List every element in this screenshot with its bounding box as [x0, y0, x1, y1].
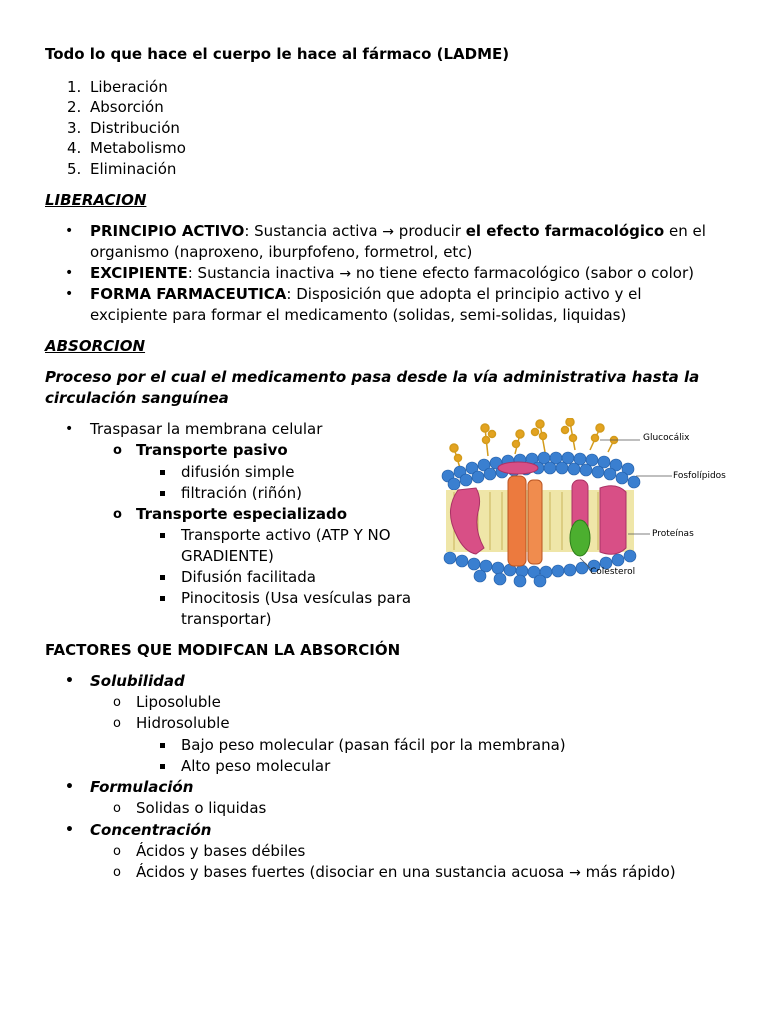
liberacion-item-excipiente: [90, 263, 694, 285]
bullet-square: [160, 491, 165, 496]
arrow-icon: →: [382, 224, 395, 240]
text: : Sustancia activa: [244, 222, 383, 240]
bullet-square: [160, 743, 165, 748]
label-fosfolipidos: Fosfolípidos: [673, 471, 726, 481]
label-glucocalix: Glucocálix: [643, 433, 690, 443]
factor-concentracion: Concentración: [90, 821, 212, 839]
ladme-item: Distribución: [90, 119, 180, 137]
bullet-circle: o: [113, 865, 121, 880]
bullet-dot: •: [65, 673, 74, 689]
hidro-item: Alto peso molecular: [181, 757, 331, 775]
bullet-dot: •: [65, 286, 74, 302]
bullet-circle: o: [113, 716, 121, 731]
bullet-dot: •: [65, 265, 74, 281]
sub-liposoluble: Liposoluble: [136, 693, 221, 711]
absorcion-definition: Proceso por el cual el medicamento pasa desde la vía administrativa hasta la: [45, 368, 700, 386]
ladme-num: 1.: [67, 78, 82, 96]
bullet-square: [160, 764, 165, 769]
liberacion-item-principio-cont: organismo (naproxeno, iburpfofeno, formetrol, etc): [90, 243, 473, 261]
arrow-icon: →: [569, 865, 581, 881]
especial-item: Transporte activo (ATP Y NO: [181, 526, 391, 544]
section-title-absorcion: ABSORCION: [45, 337, 146, 355]
bullet-circle: o: [113, 844, 121, 859]
bullet-circle: o: [113, 443, 122, 458]
transporte-pasivo-title: Transporte pasivo: [136, 441, 288, 459]
sub-hidrosoluble: Hidrosoluble: [136, 714, 230, 732]
label-colesterol: Colesterol: [590, 567, 636, 577]
factor-solubilidad: Solubilidad: [90, 672, 185, 690]
arrow-icon: →: [339, 266, 352, 282]
liberacion-item-forma-cont: excipiente para formar el medicamento (solidas, semi-solidas, liquidas): [90, 306, 627, 324]
pasivo-item: difusión simple: [181, 463, 295, 481]
text: Ácidos y bases fuertes (disociar en una sustancia acuosa: [136, 863, 570, 881]
transporte-especializado-title: Transporte especializado: [136, 505, 348, 523]
ladme-num: 2.: [67, 98, 82, 116]
term: FORMA FARMACEUTICA: [90, 285, 287, 303]
protein-pink-top: [498, 462, 538, 474]
factor-formulacion: Formulación: [90, 778, 194, 796]
bullet-square: [160, 533, 165, 538]
text: producir: [394, 222, 466, 240]
liberacion-item-forma: [90, 284, 642, 305]
text: no tiene efecto farmacológico (sabor o color): [351, 264, 694, 282]
pasivo-item: filtración (riñón): [181, 484, 302, 502]
text: : Sustancia inactiva: [187, 264, 340, 282]
hidro-item: Bajo peso molecular (pasan fácil por la membrana): [181, 736, 566, 754]
bullet-square: [160, 596, 165, 601]
ladme-item: Liberación: [90, 78, 168, 96]
liberacion-item-principio: [90, 221, 706, 243]
especial-item: Difusión facilitada: [181, 568, 316, 586]
section-title-factores: FACTORES QUE MODIFCAN LA ABSORCIÓN: [45, 641, 401, 659]
protein-orange-channel: [508, 476, 526, 566]
text: más rápido): [580, 863, 676, 881]
bullet-circle: o: [113, 507, 122, 522]
ladme-num: 5.: [67, 160, 82, 178]
ladme-item: Eliminación: [90, 160, 177, 178]
ladme-item: Metabolismo: [90, 139, 186, 157]
especial-item-cont: GRADIENTE): [181, 547, 274, 565]
bullet-dot: •: [65, 421, 74, 437]
absorcion-definition-cont: circulación sanguínea: [45, 389, 229, 407]
bullet-dot: •: [65, 223, 74, 239]
ladme-item: Absorción: [90, 98, 164, 116]
ladme-num: 4.: [67, 139, 82, 157]
text: en el: [664, 222, 706, 240]
especial-item-cont: transportar): [181, 610, 272, 628]
cholesterol-green: [570, 520, 590, 556]
emphasis: el efecto farmacológico: [465, 222, 665, 240]
bullet-square: [160, 470, 165, 475]
bullet-dot: •: [65, 779, 74, 795]
bullet-circle: o: [113, 801, 121, 816]
label-proteinas: Proteínas: [652, 529, 694, 539]
protein-orange-channel-2: [528, 480, 542, 564]
bullet-circle: o: [113, 695, 121, 710]
absorcion-bullet: Traspasar la membrana celular: [90, 420, 323, 438]
section-title-liberacion: LIBERACION: [45, 191, 147, 209]
bullet-square: [160, 575, 165, 580]
text: : Disposición que adopta el principio activo y el: [286, 285, 642, 303]
bullet-dot: •: [65, 822, 74, 838]
concentracion-item: Ácidos y bases débiles: [136, 842, 306, 860]
cell-membrane-diagram: [440, 418, 730, 590]
term: PRINCIPIO ACTIVO: [90, 222, 245, 240]
term: EXCIPIENTE: [90, 264, 188, 282]
protein-pink-right: [600, 486, 626, 555]
heading-ladme: Todo lo que hace el cuerpo le hace al fármaco (LADME): [45, 45, 510, 63]
concentracion-item: [136, 862, 676, 884]
formulacion-item: Solidas o liquidas: [136, 799, 267, 817]
ladme-num: 3.: [67, 119, 82, 137]
especial-item: Pinocitosis (Usa vesículas para: [181, 589, 412, 607]
